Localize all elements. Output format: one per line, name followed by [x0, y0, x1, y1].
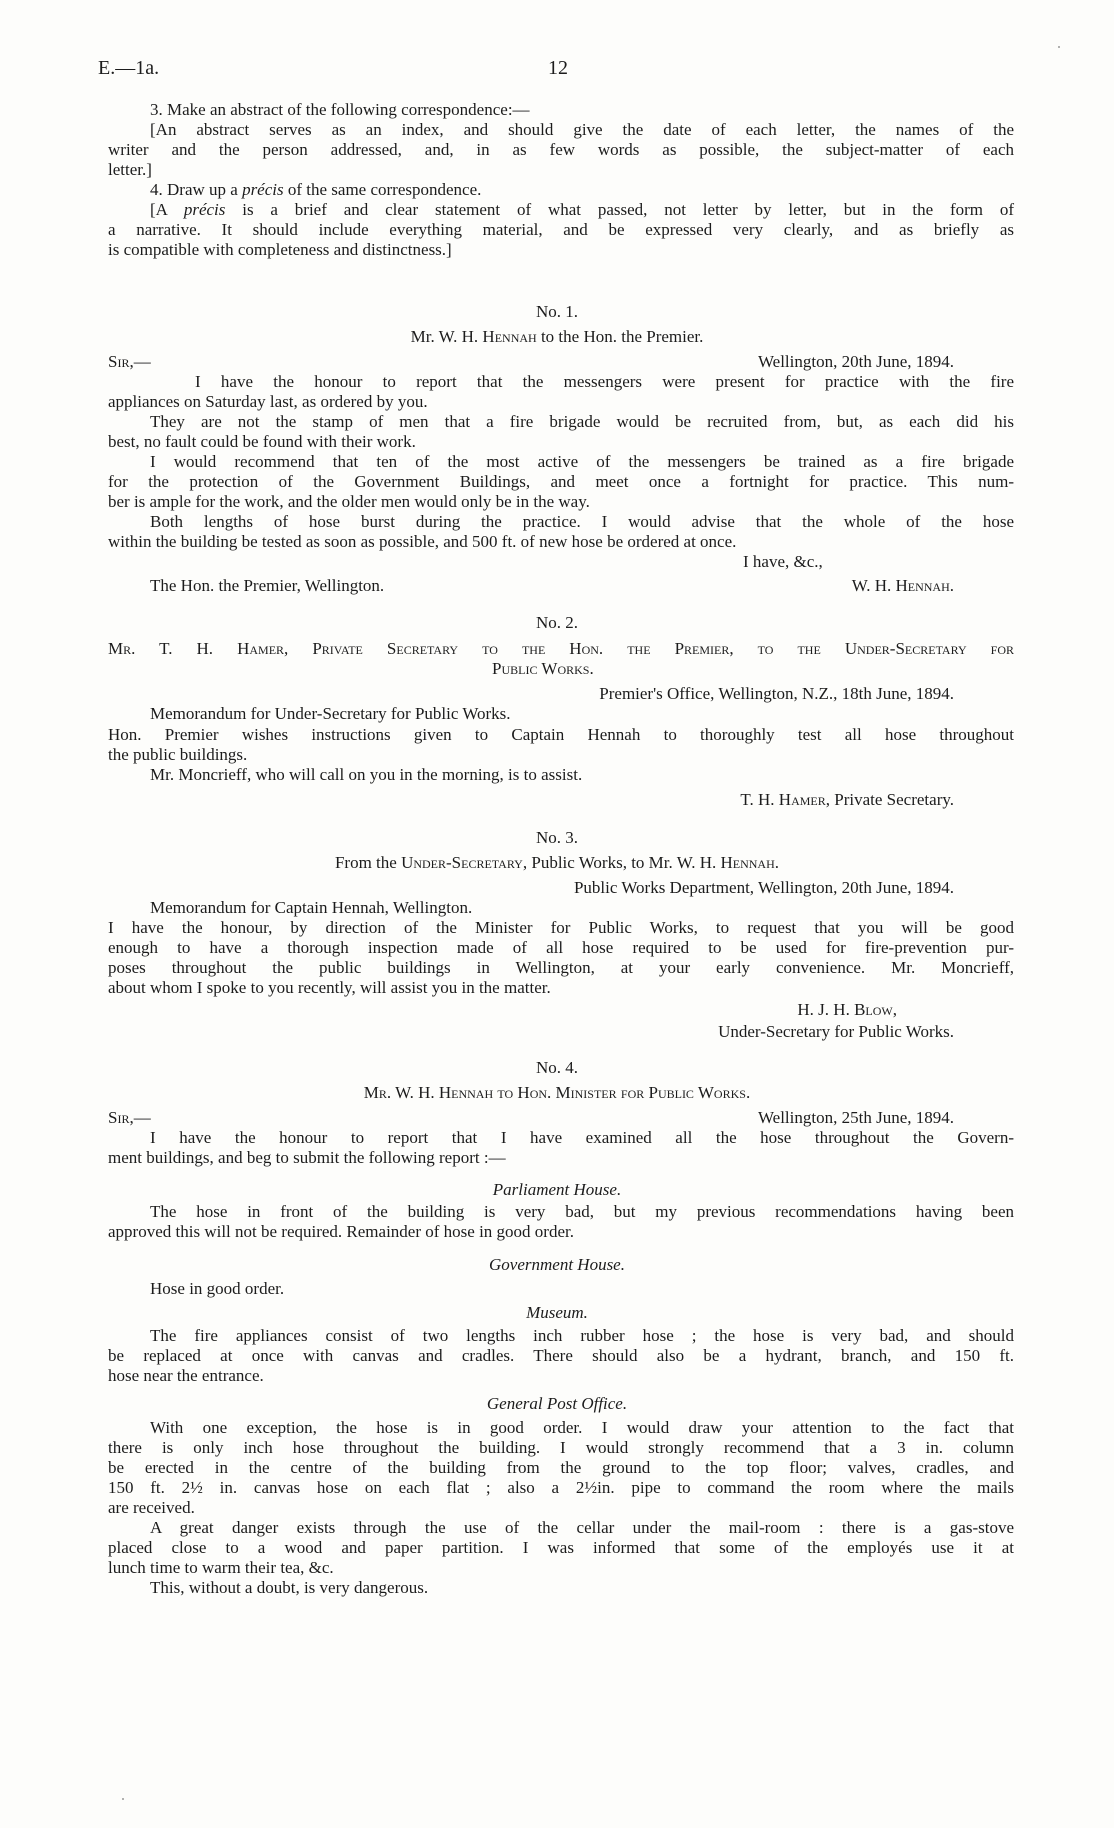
instruction-4-note-line: is compatible with completeness and distinctness.] [108, 240, 452, 259]
section-body-line: there is only inch hose throughout the building. I would strongly recommend that a 3 in. column [108, 1438, 1014, 1457]
section-body-line: The hose in front of the building is very bad, but my previous recommendations having been [150, 1202, 1014, 1221]
section-body-line: lunch time to warm their tea, &c. [108, 1558, 334, 1577]
letter-2-body-line: Mr. Moncrieff, who will call on you in the morning, is to assist. [150, 765, 583, 784]
letter-2-number: No. 2. [535, 613, 579, 632]
letter-1-number: No. 1. [535, 302, 579, 321]
letter-1-body-line: within the building be tested as soon as possible, and 500 ft. of new hose be ordered at once. [108, 532, 737, 551]
instruction-3-note-line: [An abstract serves as an index, and should give the date of each letter, the names of the [150, 120, 1014, 139]
letter-3-memo: Memorandum for Captain Hennah, Wellington. [150, 898, 473, 917]
letter-1-body-line: ber is ample for the work, and the older men would only be in the way. [108, 492, 590, 511]
scan-speck [122, 1798, 124, 1800]
letter-3-body-line: about whom I spoke to you recently, will assist you in the matter. [108, 978, 551, 997]
section-body-line: This, without a doubt, is very dangerous. [150, 1578, 429, 1597]
letter-3-date: Public Works Department, Wellington, 20th June, 1894. [573, 878, 954, 897]
letter-1-heading-name: Hennah [482, 327, 537, 346]
letter-1-body-line: I have the honour to report that the messengers were present for practice with the fire [195, 372, 1014, 391]
letter-1-closing: I have, &c., [743, 552, 823, 571]
document-reference: E.—1a. [98, 57, 160, 79]
letter-4-intro-line: I have the honour to report that I have examined all the hose throughout the Govern- [150, 1128, 1014, 1147]
letter-1-heading [0, 327, 1114, 347]
instruction-4-note-line [150, 200, 1014, 220]
letter-1-body-line: best, no fault could be found with their work. [108, 432, 416, 451]
instruction-4-note-line: a narrative. It should include everything material, and be expressed very clearly, and as briefly as [108, 220, 1014, 239]
section-body-line: 150 ft. 2½ in. canvas hose on each flat ; also a 2½in. pipe to command the room where the mails [108, 1478, 1014, 1497]
letter-1-addressee: The Hon. the Premier, Wellington. [150, 576, 385, 595]
section-title-parliament-house: Parliament House. [492, 1180, 622, 1199]
section-body-line: A great danger exists through the use of the cellar under the mail-room : there is a gas-stove [150, 1518, 1014, 1537]
letter-3-body-line: poses throughout the public buildings in Wellington, at your early convenience. Mr. Moncrieff, [108, 958, 1014, 977]
letter-4-number: No. 4. [535, 1058, 579, 1077]
section-title-general-post-office: General Post Office. [486, 1394, 628, 1413]
instruction-3-note-line: writer and the person addressed, and, in as few words as possible, the subject-matter of each [108, 140, 1014, 159]
section-body-line: be replaced at once with canvas and cradles. There should also be a hydrant, branch, and 150 ft. [108, 1346, 1014, 1365]
instruction-4-note-text: [A [150, 200, 184, 219]
section-body-line: approved this will not be required. Remainder of hose in good order. [108, 1222, 574, 1241]
scan-speck [1058, 46, 1060, 48]
section-title-museum: Museum. [526, 1303, 588, 1322]
letter-3-body-line: I have the honour, by direction of the Minister for Public Works, to request that you will be good [108, 918, 1014, 937]
letter-3-heading-text: Public Works, to Mr. W. H. [527, 853, 721, 872]
instruction-4-text: 4. Draw up a [150, 180, 243, 199]
section-body-line: Hose in good order. [150, 1279, 285, 1298]
instruction-3: 3. Make an abstract of the following correspondence:— [150, 100, 530, 119]
letter-1-body-line: appliances on Saturday last, as ordered by you. [108, 392, 428, 411]
letter-2-body-line: the public buildings. [108, 745, 248, 764]
letter-1-salutation: Sir,— [108, 352, 151, 371]
section-body-line: placed close to a wood and paper partition. I was informed that some of the employés use it at [108, 1538, 1014, 1557]
instruction-4-note-emph: précis [183, 200, 226, 219]
letter-2-heading-line: Public Works. [492, 659, 594, 678]
letter-1-body-line: for the protection of the Government Buildings, and meet once a fortnight for practice. This num- [108, 472, 1014, 491]
instruction-4 [150, 180, 481, 200]
letter-4-date: Wellington, 25th June, 1894. [757, 1108, 954, 1127]
section-body-line: be erected in the centre of the building from the ground to the top floor; valves, cradles, and [108, 1458, 1014, 1477]
page-number: 12 [548, 57, 568, 79]
letter-1-heading-text: Mr. W. H. [410, 327, 483, 346]
letter-3-heading [0, 853, 1114, 873]
letter-3-heading-name: Under-Secretary, [401, 853, 528, 872]
letter-2-body-line: Hon. Premier wishes instructions given to Captain Hennah to thoroughly test all hose throughout [108, 725, 1014, 744]
letter-4-heading: Mr. W. H. Hennah to Hon. Minister for Public Works. [363, 1083, 751, 1102]
section-title-government-house: Government House. [489, 1255, 625, 1274]
letter-3-body-line: enough to have a thorough inspection made of all hose required to be used for fire-prevention pur- [108, 938, 1014, 957]
letter-1-date: Wellington, 20th June, 1894. [757, 352, 954, 371]
letter-2-signature-name: T. H. Hamer, [740, 790, 831, 809]
letter-2-signature [740, 790, 954, 810]
letter-1-signature: W. H. Hennah. [851, 576, 954, 595]
instruction-4-note-text: is a brief and clear statement of what passed, not letter by letter, but in the form of [225, 200, 1014, 219]
section-body-line: are received. [108, 1498, 195, 1517]
letter-2-memo: Memorandum for Under-Secretary for Public Works. [150, 704, 511, 723]
letter-3-signature-title: Under-Secretary for Public Works. [718, 1022, 954, 1041]
letter-4-intro-line: ment buildings, and beg to submit the following report :— [108, 1148, 506, 1167]
section-body-line: With one exception, the hose is in good order. I would draw your attention to the fact that [150, 1418, 1014, 1437]
letter-3-heading-name: Hennah. [720, 853, 780, 872]
instruction-4-text: of the same correspondence. [283, 180, 482, 199]
letter-1-body-line: I would recommend that ten of the most active of the messengers be trained as a fire brigade [150, 452, 1014, 471]
letter-2-date: Premier's Office, Wellington, N.Z., 18th June, 1894. [599, 684, 954, 703]
section-body-line: The fire appliances consist of two lengths inch rubber hose ; the hose is very bad, and should [150, 1326, 1014, 1345]
instruction-3-note-line: letter.] [108, 160, 152, 179]
letter-4-salutation: Sir,— [108, 1108, 151, 1127]
instruction-4-emph: précis [242, 180, 284, 199]
letter-2-signature-title: Private Secretary. [830, 790, 954, 809]
letter-3-signature: H. J. H. Blow, [797, 1000, 897, 1019]
letter-2-heading-line: Mr. T. H. Hamer, Private Secretary to the Hon. the Premier, to the Under-Secretary for [108, 639, 1014, 658]
letter-1-heading-text: to the Hon. the Premier. [536, 327, 704, 346]
letter-1-body-line: They are not the stamp of men that a fire brigade would be recruited from, but, as each did his [150, 412, 1014, 431]
letter-1-body-line: Both lengths of hose burst during the practice. I would advise that the whole of the hose [150, 512, 1014, 531]
letter-3-number: No. 3. [535, 828, 579, 847]
section-body-line: hose near the entrance. [108, 1366, 264, 1385]
letter-3-heading-text: From the [334, 853, 402, 872]
